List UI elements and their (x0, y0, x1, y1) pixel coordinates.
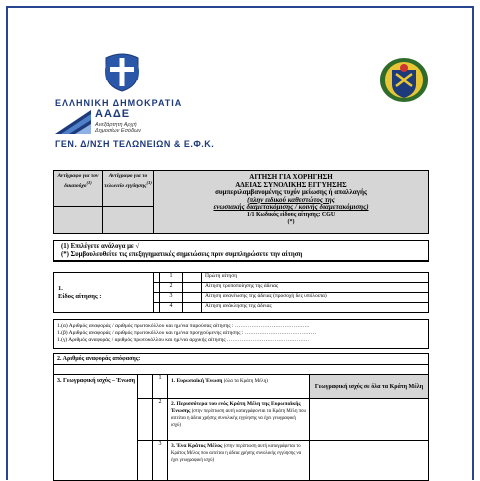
reference-line-c[interactable]: 1.(γ) Αριθμός αναφοράς / αριθμός πρωτοκόλλου και ημ/νια αρχικής αίτησης ……………………………………… (57, 337, 310, 343)
type-option-checkbox[interactable] (183, 303, 202, 313)
reference-line-b[interactable]: 1.(β) Αριθμός αναφοράς / αριθμός πρωτοκόλλου και ημ/νια προηγούμενης αίτησης : ………………………………… (57, 330, 317, 336)
type-option-checkbox[interactable] (183, 283, 202, 293)
geo-label: 3. Γεωγραφική ισχύς – Ένωση (54, 375, 138, 481)
geo-single-value[interactable] (310, 441, 429, 481)
request-type-table (53, 272, 429, 313)
geo-checkbox[interactable] (138, 375, 153, 399)
geo-column-header: Γεωγραφική ισχύς σε όλα τα Κράτη Μέλη (310, 375, 429, 399)
instructions-box: (1) Επιλέγετε ανάλογα με √ (*) Συμβουλευθείτε τις επεξηγηματικές σημειώσεις πριν συμπληρώσετε την αίτηση (53, 240, 429, 262)
geo-option-num: 2 (153, 399, 168, 441)
geo-option-single: 3. Ένα Κράτος Μέλος (στην περίπτωση αυτή καταγράφεται το Κράτος Μέλος που αιτείται η άδεια χρήσης συνολικής εγγύησης να έχει γεωγραφική ισχύ) (168, 441, 310, 481)
geo-checkbox[interactable] (138, 441, 153, 481)
type-option-num: 2 (160, 283, 183, 293)
type-option-num: 1 (160, 273, 183, 283)
copy-beneficiary-checkbox[interactable] (54, 207, 103, 234)
type-option-checkbox[interactable] (183, 293, 202, 303)
aade-subtitle: Ανεξάρτητη Αρχή Δημοσίων Εσόδων (95, 122, 142, 134)
geo-option-eu: 1. Ευρωπαϊκή Ένωση (όλα τα Κράτη Μέλη) (168, 375, 310, 399)
request-type-label: 1. Είδος αίτησης : (54, 273, 154, 313)
copy-customs-checkbox[interactable] (103, 207, 154, 234)
type-option-text: Αίτηση ανάκλησης της άδειας (202, 303, 429, 313)
copy-customs-cell: Αντίγραφο για το τελωνείο εγγύησης$^{(1)}$ (103, 171, 154, 207)
request-header-table (53, 170, 429, 234)
greek-emblem-icon (104, 50, 140, 92)
aade-name: ΑΑΔΕ (95, 108, 131, 120)
type-option-checkbox[interactable] (183, 273, 202, 283)
geo-multi-value[interactable] (310, 399, 429, 441)
type-option-num: 4 (160, 303, 183, 313)
department-title: ΓΕΝ. Δ/ΝΣΗ ΤΕΛΩΝΕΙΩΝ & Ε.Φ.Κ. (55, 139, 215, 149)
geo-option-multi: 2. Περισσότερα του ενός Κράτη Μέλη της Ευρωπαϊκής Ένωσης (στην περίπτωση αυτή καταγράφονται τα Κράτη Μέλη που αιτείται η άδεια χρήσης συνολικής εγγύησης να έχει γεωγραφική ισχύ) (168, 399, 310, 441)
geo-option-num: 3 (153, 441, 168, 481)
geo-option-num: 1 (153, 375, 168, 399)
type-option-text: Αίτηση τροποποίησης της άδειας (202, 283, 429, 293)
aade-logo-icon (55, 110, 91, 134)
request-title-cell: ΑΙΤΗΣΗ ΓΙΑ ΧΟΡΗΓΗΣΗ ΑΔΕΙΑΣ ΣΥΝΟΛΙΚΗΣ ΕΓΓΥΗΣΗΣ συμπεριλαμβανομένης τυχόν μείωσης ή απαλλαγής (πλην ειδικού καθεστώτος της ενωσιακής διαμετακόμισης / κοινής διαμετακόμισης) 1/1 Κωδικός είδους αίτησης: CGU (*) (154, 171, 429, 234)
geographic-validity-table (53, 374, 429, 481)
geo-checkbox[interactable] (138, 399, 153, 441)
type-option-text: Πρώτη αίτηση (202, 273, 429, 283)
republic-title: ΕΛΛΗΝΙΚΗ ΔΗΜΟΚΡΑΤΙΑ (55, 98, 183, 108)
type-option-num: 3 (160, 293, 183, 303)
reference-line-a[interactable]: 1.(α) Αριθμός αναφοράς / αριθμός πρωτοκόλλου και ημ/νια παρούσας αίτησης : ………………………………….. (57, 323, 310, 329)
copy-beneficiary-cell: Αντίγραφο για τον δικαιούχο$^{(1)}$ (54, 171, 103, 207)
decision-reference-field[interactable]: 2. Αριθμός αναφοράς απόφασης: (53, 353, 429, 365)
reference-numbers-block (53, 319, 429, 349)
section-gap (53, 365, 429, 374)
customs-coat-of-arms-icon (378, 56, 430, 104)
type-option-text: Αίτηση ανανέωσης της άδειας (προσοχή δες υπόλοιπα) (202, 293, 429, 303)
